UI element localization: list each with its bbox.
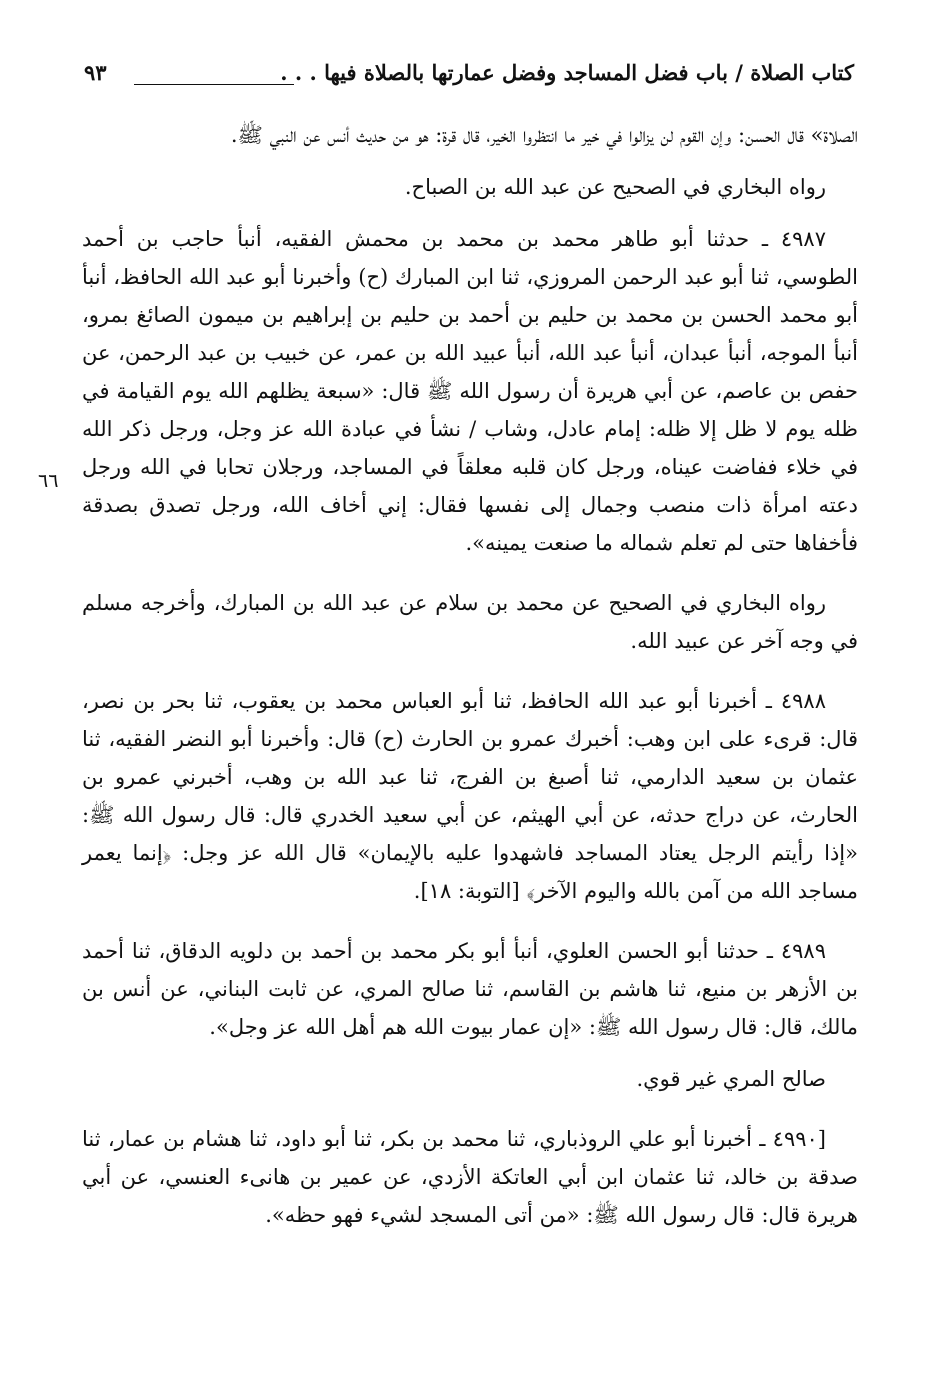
header-rule — [134, 84, 294, 85]
hadith-paragraph: [٤٩٩٠ ـ أخبرنا أبو علي الروذباري، ثنا محمد بن بكر، ثنا أبو داود، ثنا هشام بن عمار، ثنا صدقة بن خالد، ثنا عثمان ابن أبي العاتكة الأزدي، عن عمير بن هانىء العنسي، عن أبي هريرة قال: قال رسول الله ﷺ: «من أتى المسجد لشيء فهو حظه». — [82, 1127, 858, 1227]
paragraph: الصلاة» قال الحسن: وإن القوم لن يزالوا في خير ما انتظروا الخير، قال قرة: هو من حديث أنس عن النبي ﷺ. — [230, 123, 858, 147]
chapter-title: كتاب الصلاة / باب فضل المساجد وفضل عمارتها بالصلاة فيها . . . — [280, 60, 854, 85]
page-number: ٩٣ — [84, 60, 107, 85]
hadith-paragraph: ٤٩٨٨ ـ أخبرنا أبو عبد الله الحافظ، ثنا أبو العباس محمد بن يعقوب، ثنا بحر بن نصر، قال: قرىء على ابن وهب: أخبرك عمرو بن الحارث (ح) قال: وأخبرنا أبو النضر الفقيه، ثنا عثمان بن سعيد الدارمي، ثنا أصبغ بن الفرج، ثنا عبد الله بن وهب، أخبرني عمرو بن الحارث، عن دراج حدثه، عن أبي الهيثم، عن أبي سعيد الخدري قال: قال رسول الله ﷺ: «إذا رأيتم الرجل يعتاد المساجد فاشهدوا عليه بالإيمان» قال الله عز وجل: ﴿إنما يعمر مساجد الله من آمن بالله واليوم الآخر﴾ [التوبة: ١٨]. — [82, 689, 858, 903]
body-text — [82, 116, 858, 1248]
paragraph: رواه البخاري في الصحيح عن عبد الله بن الصباح. — [404, 175, 826, 199]
paragraph: صالح المري غير قوي. — [636, 1067, 826, 1091]
running-header — [84, 60, 854, 100]
hadith-paragraph: ٤٩٨٧ ـ حدثنا أبو طاهر محمد بن محمد بن محمش الفقيه، أنبأ حاجب بن أحمد الطوسي، ثنا أبو عبد الرحمن المروزي، ثنا ابن المبارك (ح) وأخبرنا أبو عبد الله الحافظ، أنبأ أبو محمد الحسن بن محمد بن حليم بن أحمد بن حليم بن إبراهيم بن ميمون الصائغ بمرو، أنبأ الموجه، أنبأ عبدان، أنبأ عبد الله، أنبأ عبيد الله بن عمر، عن خبيب بن عبد الرحمن، عن حفص بن عاصم، عن أبي هريرة أن رسول الله ﷺ قال: «سبعة يظلهم الله يوم القيامة في ظله يوم لا ظل إلا ظله: إمام عادل، وشاب / نشأ في عبادة الله عز وجل، ورجل ذكر الله في خلاء ففاضت عيناه، ورجل كان قلبه معلقاً في المساجد، ورجلان تحابا في الله ورجل دعته امرأة ذات منصب وجمال إلى نفسها فقال: إني أخاف الله، ورجل تصدق بصدقة فأخفاها حتى لم تعلم شماله ما صنعت يمينه». — [82, 227, 858, 555]
hadith-paragraph: ٤٩٨٩ ـ حدثنا أبو الحسن العلوي، أنبأ أبو بكر محمد بن أحمد بن دلويه الدقاق، ثنا أحمد بن الأزهر بن منيع، ثنا هاشم بن القاسم، ثنا صالح المري، عن ثابت البناني، عن أنس بن مالك، قال: قال رسول الله ﷺ: «إن عمار بيوت الله هم أهل الله عز وجل». — [82, 939, 858, 1039]
margin-page-reference: ٦٦ — [38, 470, 59, 492]
paragraph: رواه البخاري في الصحيح عن محمد بن سلام عن عبد الله بن المبارك، وأخرجه مسلم في وجه آخر عن عبيد الله. — [82, 591, 858, 653]
